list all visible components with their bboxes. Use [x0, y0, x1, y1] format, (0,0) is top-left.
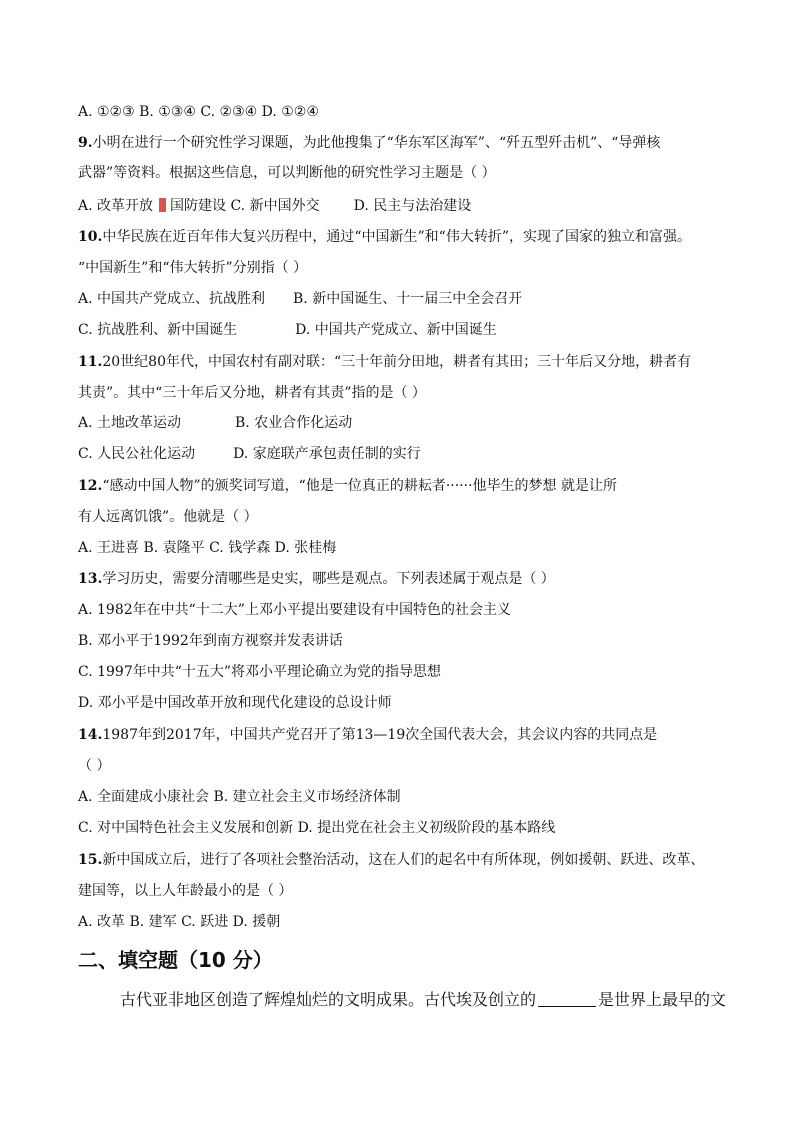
- q13-option-d: D. 邓小平是中国改革开放和现代化建设的总设计师: [78, 695, 392, 711]
- q12-number: 12.: [78, 478, 103, 494]
- q14-text-line1: [78, 725, 657, 745]
- q9-stem-2: 武器”等资料。根据这些信息，可以判断他的研究性学习主题是（ ）: [78, 165, 496, 181]
- q10-stem-2: “中国新生”和“伟大转折”分别指（ ）: [78, 260, 308, 276]
- q11-text-line1: [78, 352, 691, 372]
- q15-number: 15.: [78, 852, 103, 868]
- fill-blank[interactable]: [538, 988, 596, 1007]
- q14-number: 14.: [78, 727, 103, 743]
- q14-options-ab: A. 全面建成小康社会 B. 建立社会主义市场经济体制: [78, 789, 401, 805]
- q14-stem-2: （ ）: [78, 758, 111, 774]
- q9-number: 9.: [78, 135, 93, 151]
- q11-options-cd: [78, 444, 421, 464]
- q12-options: A. 王进喜 B. 袁隆平 C. 钱学森 D. 张桂梅: [78, 540, 337, 556]
- highlight-marker: [159, 198, 166, 212]
- q13-stem-1: 学习历史，需要分清哪些是史实，哪些是观点。下列表述属于观点是（ ）: [102, 571, 555, 587]
- q10-options-cd: [78, 320, 497, 340]
- q15-stem-2: 建国等，以上人年龄最小的是（ ）: [78, 883, 293, 899]
- q10-option-b: B. 新中国诞生、十一届三中全会召开: [293, 291, 523, 307]
- q15-options: A. 改革 B. 建军 C. 跃进 D. 援朝: [78, 914, 281, 930]
- q10-text-line1: [78, 227, 691, 247]
- q13-option-a: A. 1982年在中共“十二大”上邓小平提出要建设有中国特色的社会主义: [78, 602, 511, 618]
- q13-number: 13.: [78, 571, 103, 587]
- q9-options: [78, 196, 471, 216]
- q9-option-bc: 国防建设 C. 新中国外交: [170, 198, 320, 214]
- q9-option-d: D. 民主与法治建设: [353, 198, 472, 214]
- q10-options-ab: [78, 289, 522, 309]
- q15-stem-1: 新中国成立后，进行了各项社会整治活动，这在人们的起名中有所体现，例如援朝、跃进、改革、: [102, 852, 705, 868]
- fill-text-before: 古代亚非地区创造了辉煌灿烂的文明成果。古代埃及创立的: [120, 990, 537, 1009]
- q11-option-b: B. 农业合作化运动: [235, 415, 353, 431]
- q10-number: 10.: [78, 229, 103, 245]
- q10-option-d: D. 中国共产党成立、新中国诞生: [295, 322, 497, 338]
- q11-option-c: C. 人民公社化运动: [78, 446, 196, 462]
- q11-number: 11.: [78, 354, 103, 370]
- fill-in-paragraph: [120, 988, 726, 1012]
- q12-stem-1: “感动中国人物”的颁奖词写道，“他是一位真正的耕耘者······他毕生的梦想 就是让所: [102, 478, 617, 494]
- q14-stem-1: 1987年到2017年，中国共产党召开了第13—19次全国代表大会，其会议内容的共同点是: [102, 727, 658, 743]
- q12-stem-2: 有人远离饥饿”。他就是（ ）: [78, 509, 258, 525]
- q13-option-b: B. 邓小平于1992年到南方视察并发表讲话: [78, 633, 343, 649]
- q11-stem-1: 20世纪80年代，中国农村有副对联：“三十年前分田地，耕者有其田；三十年后又分地，耕者有: [102, 354, 692, 370]
- q9-option-a: A. 改革开放: [78, 198, 154, 214]
- q10-stem-1: 中华民族在近百年伟大复兴历程中，通过“中国新生”和“伟大转折”，实现了国家的独立和富强。: [102, 229, 691, 245]
- q12-text-line1: [78, 476, 617, 496]
- q11-option-d: D. 家庭联产承包责任制的实行: [233, 446, 421, 462]
- fill-text-after: 是世界上最早的文: [598, 990, 727, 1009]
- q11-stem-2: 其责”。其中“三十年后又分地，耕者有其责”指的是（ ）: [78, 385, 426, 401]
- q8-options: A. ①②③ B. ①③④ C. ②③④ D. ①②④: [78, 104, 319, 120]
- q15-text-line1: [78, 850, 704, 870]
- q10-option-c: C. 抗战胜利、新中国诞生: [78, 322, 238, 338]
- q13-option-c: C. 1997年中共“十五大”将邓小平理论确立为党的指导思想: [78, 664, 442, 680]
- q9-stem-1: 小明在进行一个研究性学习课题，为此他搜集了“华东军区海军”、“歼五型歼击机”、“导弹核: [92, 135, 661, 151]
- section-title-fill-in: 二、填空题（10 分）: [78, 948, 273, 972]
- q11-options-ab: [78, 413, 352, 433]
- q14-options-cd: C. 对中国特色社会主义发展和创新 D. 提出党在社会主义初级阶段的基本路线: [78, 820, 556, 836]
- q9-text-line1: [78, 133, 660, 153]
- q11-option-a: A. 土地改革运动: [78, 415, 182, 431]
- q13-text-line1: [78, 569, 555, 589]
- q10-option-a: A. 中国共产党成立、抗战胜利: [78, 291, 266, 307]
